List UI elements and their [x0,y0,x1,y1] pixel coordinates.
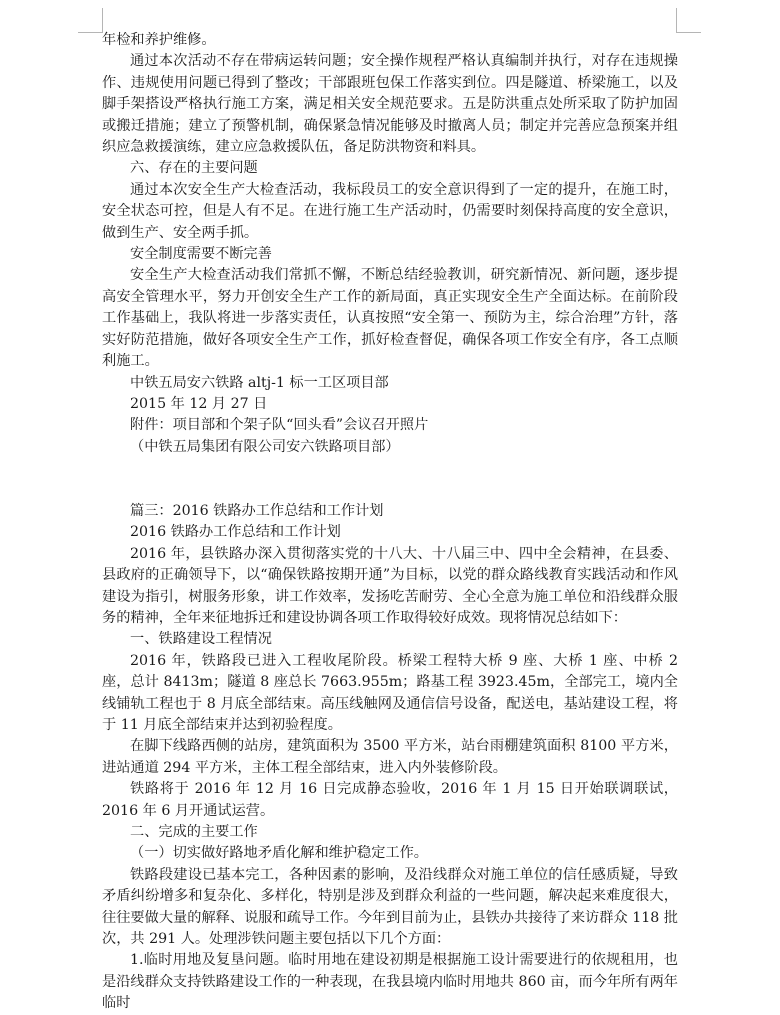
paragraph: 二、完成的主要工作 [130,824,258,840]
paragraph: 中铁五局安六铁路 altj-1 标一工区项目部 [130,374,389,391]
paragraph: 一、铁路建设工程情况 [130,631,272,648]
paragraph: （中铁五局集团有限公司安六铁路项目部） [130,438,400,455]
paragraph: 在脚下线路西侧的站房，建筑面积为 3500 平方米，站台雨棚建筑面积 8100 平方米，进站通道 294 平方米，主体工程全部结束，进入内外装修阶段。 [102,738,678,776]
paragraph: 通过本次安全生产大检查活动，我标段员工的安全意识得到了一定的提升，在施工时，安全状态可控，但是人有不足。在进行施工生产活动时，仍需要时刻保持高度的安全意识，做到生产、安全两手抓。 [102,181,678,241]
paragraph: 六、存在的主要问题 [130,160,258,177]
paragraph: 铁路将于 2016 年 12 月 16 日完成静态验收，2016 年 1 月 15 日开始联调联试，2016 年 6 月开通试运营。 [102,781,678,819]
paragraph: 通过本次活动不存在带病运转问题；安全操作规程严格认真编制并执行，对存在违规操作、违规使用问题已得到了整改；干部跟班包保工作落实到位。四是隧道、桥梁施工，以及脚手架搭设严格执行施工方案，满足相关安全规范要求。五是防洪重点处所采取了防护加固或搬迁措施；建立了预警机制，确保紧急情况能够及时撤离人员；制定并完善应急预案并组织应急救援演练，建立应急救援队伍，备足防洪物资和料具。 [102,53,678,156]
paragraph: 篇三：2016 铁路办工作总结和工作计划 [130,502,384,519]
paragraph: （一）切实做好路地矛盾化解和维护稳定工作。 [130,845,428,862]
document-body [102,30,678,1015]
crop-mark-top-left [78,8,103,33]
crop-mark-top-right [676,8,701,33]
paragraph: 1.临时用地及复垦问题。临时用地在建设初期是根据施工设计需要进行的依规租用，也是沿线群众支持铁路建设工作的一种表现，在我县境内临时用地共 860 亩，而今年所有两年临时 [102,952,678,1012]
paragraph: 附件：项目部和个架子队“回头看”会议召开照片 [130,417,429,434]
paragraph: 2016 年，铁路段已进入工程收尾阶段。桥梁工程特大桥 9 座、大桥 1 座、中桥 2 座，总计 8413m；隧道 8 座总长 7663.955m；路基工程 3923.45m，全部完工，境内全线铺轨工程也于 8 月底全部结束。高压线触网及通信信号设备，配送电，基站建设工程，将于 11 月底全部结束并达到初验程度。 [102,652,678,733]
paragraph: 安全制度需要不断完善 [130,246,272,263]
paragraph: 2016 铁路办工作总结和工作计划 [130,524,341,541]
paragraph [102,458,678,479]
paragraph: 2015 年 12 月 27 日 [130,395,268,412]
paragraph: 铁路段建设已基本完工，各种因素的影响，及沿线群众对施工单位的信任感质疑，导致矛盾纠纷增多和复杂化、多样化，特别是涉及到群众利益的一些问题，解决起来难度很大，往往要做大量的解释、说服和疏导工作。今年到目前为止，县铁办共接待了来访群众 118 批次，共 291 人。处理涉铁问题主要包括以下几个方面： [102,866,678,948]
paragraph: 2016 年，县铁路办深入贯彻落实党的十八大、十八届三中、四中全会精神，在县委、县政府的正确领导下，以“确保铁路按期开通”为目标，以党的群众路线教育实践活动和作风建设为指引，树服务形象，讲工作效率，发扬吃苦耐劳、全心全意为施工单位和沿线群众服务的精神，全年来征地拆迁和建设协调各项工作取得较好成效。现将情况总结如下： [102,545,678,626]
paragraph [102,480,678,501]
paragraph: 年检和养护维修。 [102,32,216,48]
paragraph: 安全生产大检查活动我们常抓不懈，不断总结经验教训，研究新情况、新问题，逐步提高安全管理水平，努力开创安全生产工作的新局面，真正实现安全生产全面达标。在前阶段工作基础上，我队将进一步落实责任，认真按照“安全第一、预防为主，综合治理”方针，落实好防范措施，做好各项安全生产工作，抓好检查督促，确保各项工作安全有序，各工点顺利施工。 [102,267,678,370]
